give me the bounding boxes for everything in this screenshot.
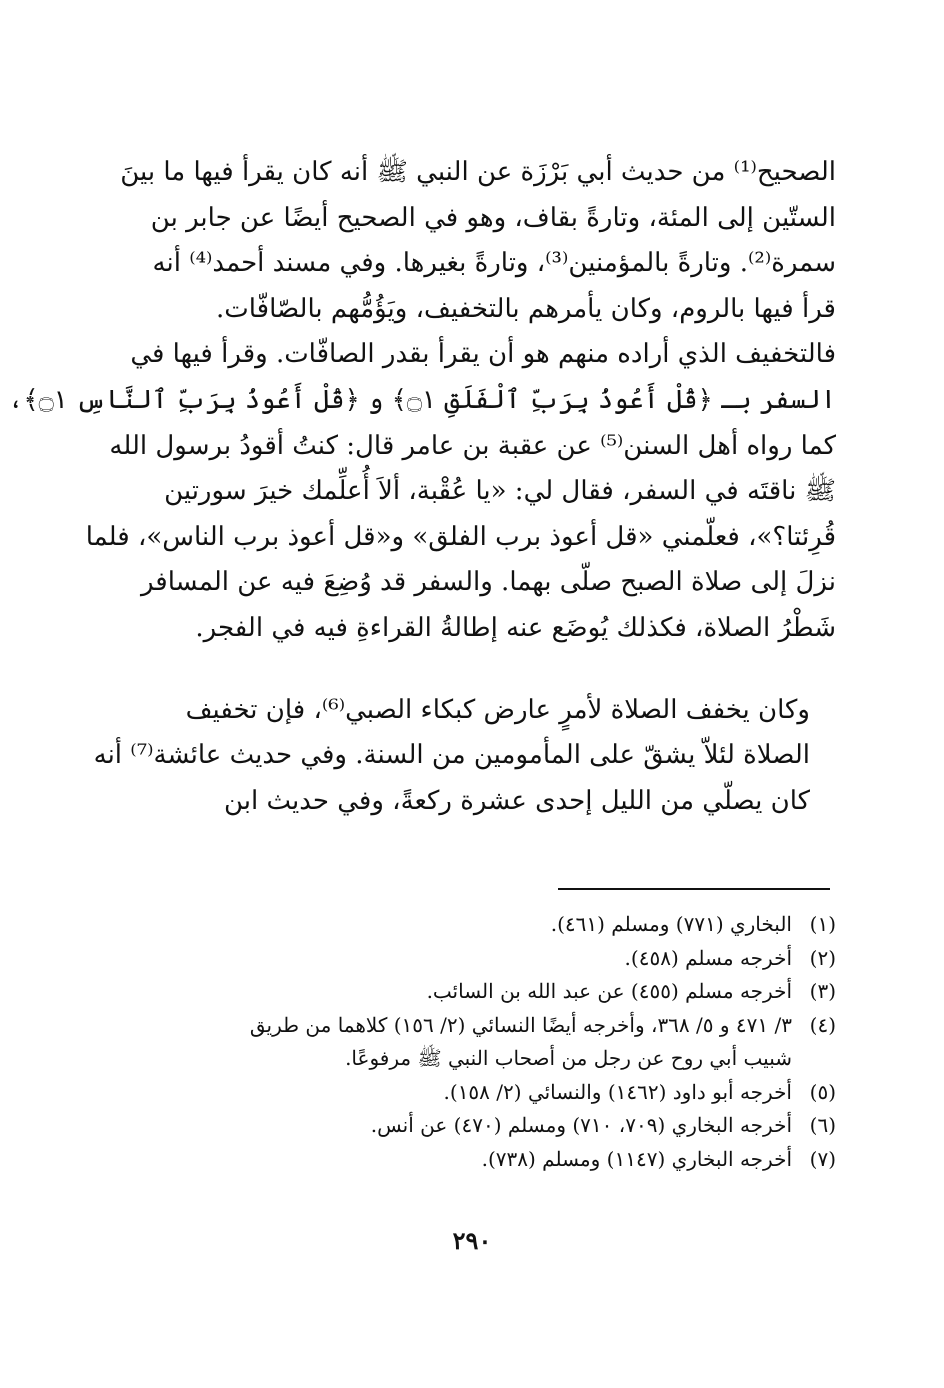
footnote-text (100, 1076, 792, 1110)
footnote-6 (100, 1109, 836, 1143)
text-line: نزلَ إلى صلاة الصبح صلّى بهما. والسفر قد وُضِعَ فيه عن المسافر (140, 567, 836, 598)
text-line: السفر بـ ﴿قُلْ أَعُوذُ بِرَبِّ ٱلْفَلَقِ ۝١﴾ و ﴿قُلْ أَعُوذُ بِرَبِّ ٱلنَّاسِ ۝١﴾، (8, 384, 836, 415)
footnote-number: (١) (809, 912, 836, 936)
footnote-7 (100, 1143, 836, 1177)
footnote-line: ٣/ ٤٧١ و ٥/ ٣٦٨، وأخرجه أيضًا النسائي (٢/ ١٥٦) كلاهما من طريق (249, 1012, 792, 1037)
text-line: الستّين إلى المئة، وتارةً بقاف، وهو في الصحيح أيضًا عن جابر بن (150, 202, 836, 233)
footnote-4 (100, 1009, 836, 1076)
footnote-text (100, 1009, 792, 1076)
footnote-text (100, 1143, 792, 1177)
text-line: سمرة⁽²⁾. وتارةً بالمؤمنين⁽³⁾، وتارةً بغيرها. وفي مسند أحمد⁽⁴⁾ أنه (152, 248, 836, 279)
text-line: الصلاة لئلاّ يشقّ على المأمومين من السنة. وفي حديث عائشة⁽⁷⁾ أنه (93, 740, 810, 771)
footnote-line: أخرجه أبو داود (١٤٦٢) والنسائي (٢/ ١٥٨). (443, 1079, 792, 1104)
footnote-line: البخاري (٧٧١) ومسلم (٤٦١). (550, 912, 792, 936)
footnote-line: أخرجه البخاري (١١٤٧) ومسلم (٧٣٨). (481, 1146, 792, 1171)
footnote-line: أخرجه مسلم (٤٥٨). (624, 945, 792, 970)
footnote-number: (٣) (809, 979, 836, 1003)
footnote-text (100, 942, 792, 976)
footnote-divider (558, 888, 830, 890)
text-line: ﷺ ناقتَه في السفر، فقال لي: «يا عُقْبة، ألاَ أُعلِّمك خيرَ سورتين (164, 476, 836, 507)
text-line: الصحيح⁽¹⁾ من حديث أبي بَرْزَة عن النبي ﷺ أنه كان يقرأ فيها ما بينَ (120, 157, 836, 187)
page-number: ٢٩٠ (452, 1226, 492, 1255)
footnote-2 (100, 942, 836, 976)
footnote-text (100, 975, 792, 1009)
paragraph-2 (93, 688, 836, 825)
footnote-line: أخرجه البخاري (٧٠٩، ٧١٠) ومسلم (٤٧٠) عن أنس. (370, 1113, 792, 1137)
text-line: قُرِئتا؟»، فعلّمني «قل أعوذ برب الفلق» و«قل أعوذ برب الناس»، فلما (85, 521, 836, 552)
footnote-1 (100, 908, 836, 942)
footnote-number: (٥) (809, 1079, 836, 1104)
footnote-number: (٦) (809, 1113, 836, 1137)
footnote-number: (٧) (809, 1146, 836, 1171)
text-line: كان يصلّي من الليل إحدى عشرة ركعةً، وفي حديث ابن (223, 785, 810, 816)
text-line: فالتخفيف الذي أراده منهم هو أن يقرأ بقدر الصافّات. وقرأ فيها في (130, 339, 836, 370)
footnotes (100, 908, 836, 1176)
text-line: وكان يخفف الصلاة لأمرٍ عارض كبكاء الصبي⁽⁶⁾، فإن تخفيف (185, 694, 810, 725)
footnote-text (100, 908, 792, 942)
text-line: شَطْرُ الصلاة، فكذلك يُوضَع عنه إطالةُ القراءةِ فيه في الفجر. (195, 612, 836, 643)
text-line: قرأ فيها بالروم، وكان يأمرهم بالتخفيف، ويَؤُمُّهم بالصّافّات. (216, 293, 836, 324)
main-text (8, 150, 836, 824)
paragraph-1 (8, 150, 836, 652)
footnote-3 (100, 975, 836, 1009)
text-line: كما رواه أهل السنن⁽⁵⁾ عن عقبة بن عامر قال: كنتُ أقودُ برسول الله (109, 430, 836, 461)
footnote-5 (100, 1076, 836, 1110)
footnote-line: شبيب أبي روح عن رجل من أصحاب النبي ﷺ مرفوعًا. (345, 1046, 792, 1070)
footnote-number: (٤) (809, 1012, 836, 1037)
footnote-text (100, 1109, 792, 1143)
footnote-number: (٢) (809, 945, 836, 970)
footnote-line: أخرجه مسلم (٤٥٥) عن عبد الله بن السائب. (426, 979, 792, 1003)
